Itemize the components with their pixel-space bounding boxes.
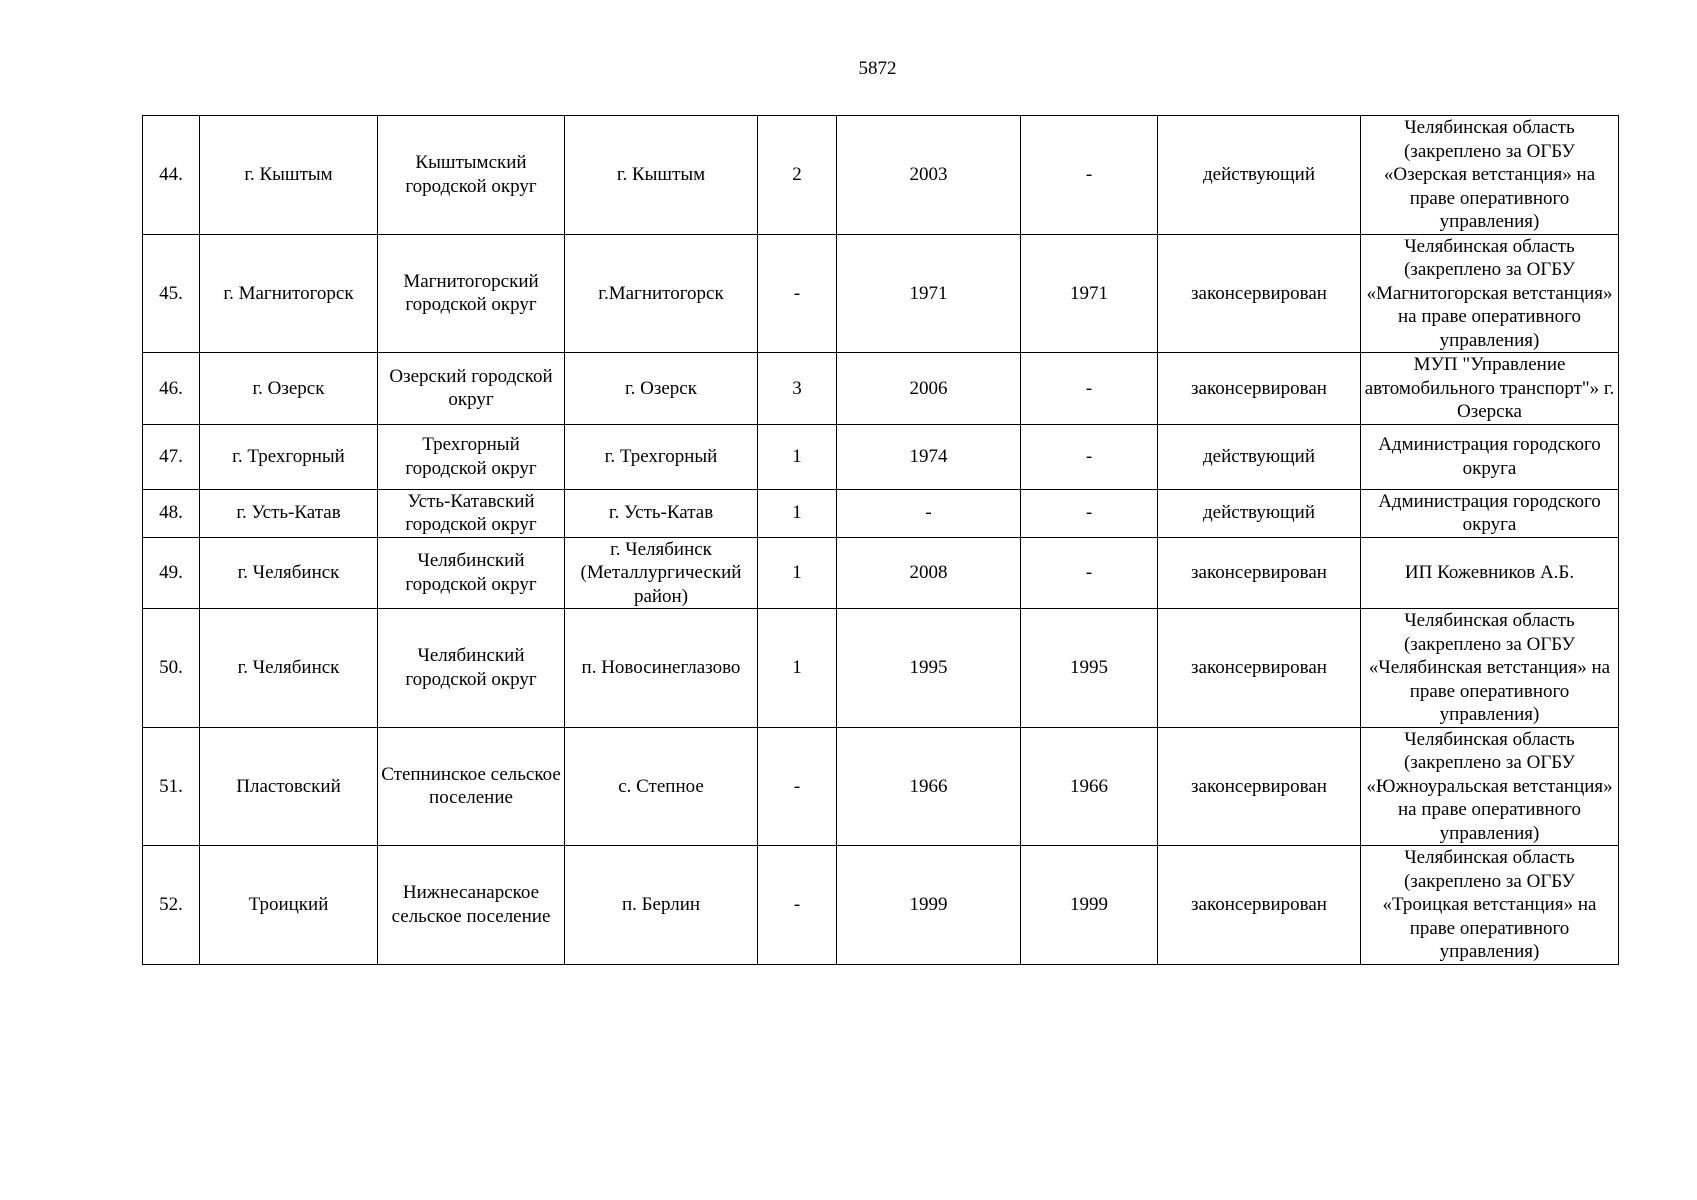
settlement-cell: Усть-Катавский городской округ	[378, 489, 565, 537]
row-number: 48.	[143, 489, 200, 537]
row-number: 46.	[143, 353, 200, 425]
status-cell: действующий	[1158, 489, 1361, 537]
row-number: 51.	[143, 727, 200, 846]
locality-cell: г. Усть-Катав	[565, 489, 758, 537]
settlement-cell: Трехгорный городской округ	[378, 424, 565, 489]
row-number: 49.	[143, 537, 200, 609]
row-number: 47.	[143, 424, 200, 489]
count-cell: -	[758, 727, 837, 846]
status-cell: законсервирован	[1158, 727, 1361, 846]
owner-cell: Челябинская область (закреплено за ОГБУ «Троицкая ветстанция» на праве оперативного управления)	[1361, 846, 1619, 965]
row-number: 45.	[143, 234, 200, 353]
locality-cell: г. Трехгорный	[565, 424, 758, 489]
year-closed-cell: -	[1021, 489, 1158, 537]
settlement-cell: Челябинский городской округ	[378, 609, 565, 728]
locality-cell: п. Новосинеглазово	[565, 609, 758, 728]
table-row	[143, 116, 1619, 235]
year-closed-cell: 1999	[1021, 846, 1158, 965]
table-row	[143, 727, 1619, 846]
municipality-cell: г. Трехгорный	[200, 424, 378, 489]
count-cell: -	[758, 234, 837, 353]
locality-cell: г.Магнитогорск	[565, 234, 758, 353]
year-closed-cell: 1971	[1021, 234, 1158, 353]
municipality-cell: г. Челябинск	[200, 609, 378, 728]
count-cell: 1	[758, 537, 837, 609]
table-row	[143, 234, 1619, 353]
year-built-cell: 2003	[837, 116, 1021, 235]
row-number: 50.	[143, 609, 200, 728]
municipality-cell: Троицкий	[200, 846, 378, 965]
municipality-cell: г. Кыштым	[200, 116, 378, 235]
owner-cell: МУП "Управление автомобильного транспорт"» г. Озерска	[1361, 353, 1619, 425]
table-row	[143, 489, 1619, 537]
table-row	[143, 846, 1619, 965]
owner-cell: ИП Кожевников А.Б.	[1361, 537, 1619, 609]
status-cell: законсервирован	[1158, 234, 1361, 353]
locality-cell: г. Челябинск (Металлургический район)	[565, 537, 758, 609]
municipality-cell: Пластовский	[200, 727, 378, 846]
count-cell: 2	[758, 116, 837, 235]
owner-cell: Челябинская область (закреплено за ОГБУ «Челябинская ветстанция» на праве оперативного управления)	[1361, 609, 1619, 728]
status-cell: действующий	[1158, 116, 1361, 235]
status-cell: действующий	[1158, 424, 1361, 489]
count-cell: 1	[758, 424, 837, 489]
settlement-cell: Нижнесанарское сельское поселение	[378, 846, 565, 965]
count-cell: 3	[758, 353, 837, 425]
year-built-cell: 1971	[837, 234, 1021, 353]
page-number: 5872	[858, 58, 897, 79]
registry-table	[142, 115, 1619, 965]
owner-cell: Челябинская область (закреплено за ОГБУ «Озерская ветстанция» на праве оперативного управления)	[1361, 116, 1619, 235]
year-built-cell: 2006	[837, 353, 1021, 425]
municipality-cell: г. Усть-Катав	[200, 489, 378, 537]
row-number: 52.	[143, 846, 200, 965]
year-closed-cell: -	[1021, 116, 1158, 235]
row-number: 44.	[143, 116, 200, 235]
municipality-cell: г. Магнитогорск	[200, 234, 378, 353]
year-closed-cell: -	[1021, 537, 1158, 609]
year-built-cell: -	[837, 489, 1021, 537]
table-row	[143, 424, 1619, 489]
year-built-cell: 1966	[837, 727, 1021, 846]
table-row	[143, 609, 1619, 728]
status-cell: законсервирован	[1158, 537, 1361, 609]
locality-cell: с. Степное	[565, 727, 758, 846]
owner-cell: Челябинская область (закреплено за ОГБУ «Южноуральская ветстанция» на праве оперативного управления)	[1361, 727, 1619, 846]
settlement-cell: Кыштымский городской округ	[378, 116, 565, 235]
year-closed-cell: -	[1021, 353, 1158, 425]
owner-cell: Администрация городского округа	[1361, 424, 1619, 489]
settlement-cell: Челябинский городской округ	[378, 537, 565, 609]
settlement-cell: Магнитогорский городской округ	[378, 234, 565, 353]
year-closed-cell: 1966	[1021, 727, 1158, 846]
table-row	[143, 353, 1619, 425]
count-cell: 1	[758, 609, 837, 728]
status-cell: законсервирован	[1158, 609, 1361, 728]
settlement-cell: Степнинское сельское поселение	[378, 727, 565, 846]
year-built-cell: 1999	[837, 846, 1021, 965]
year-closed-cell: -	[1021, 424, 1158, 489]
year-closed-cell: 1995	[1021, 609, 1158, 728]
year-built-cell: 2008	[837, 537, 1021, 609]
owner-cell: Челябинская область (закреплено за ОГБУ «Магнитогорская ветстанция» на праве оперативного управления)	[1361, 234, 1619, 353]
municipality-cell: г. Челябинск	[200, 537, 378, 609]
status-cell: законсервирован	[1158, 353, 1361, 425]
locality-cell: г. Кыштым	[565, 116, 758, 235]
year-built-cell: 1974	[837, 424, 1021, 489]
locality-cell: г. Озерск	[565, 353, 758, 425]
count-cell: -	[758, 846, 837, 965]
settlement-cell: Озерский городской округ	[378, 353, 565, 425]
locality-cell: п. Берлин	[565, 846, 758, 965]
count-cell: 1	[758, 489, 837, 537]
year-built-cell: 1995	[837, 609, 1021, 728]
municipality-cell: г. Озерск	[200, 353, 378, 425]
table-row	[143, 537, 1619, 609]
owner-cell: Администрация городского округа	[1361, 489, 1619, 537]
status-cell: законсервирован	[1158, 846, 1361, 965]
